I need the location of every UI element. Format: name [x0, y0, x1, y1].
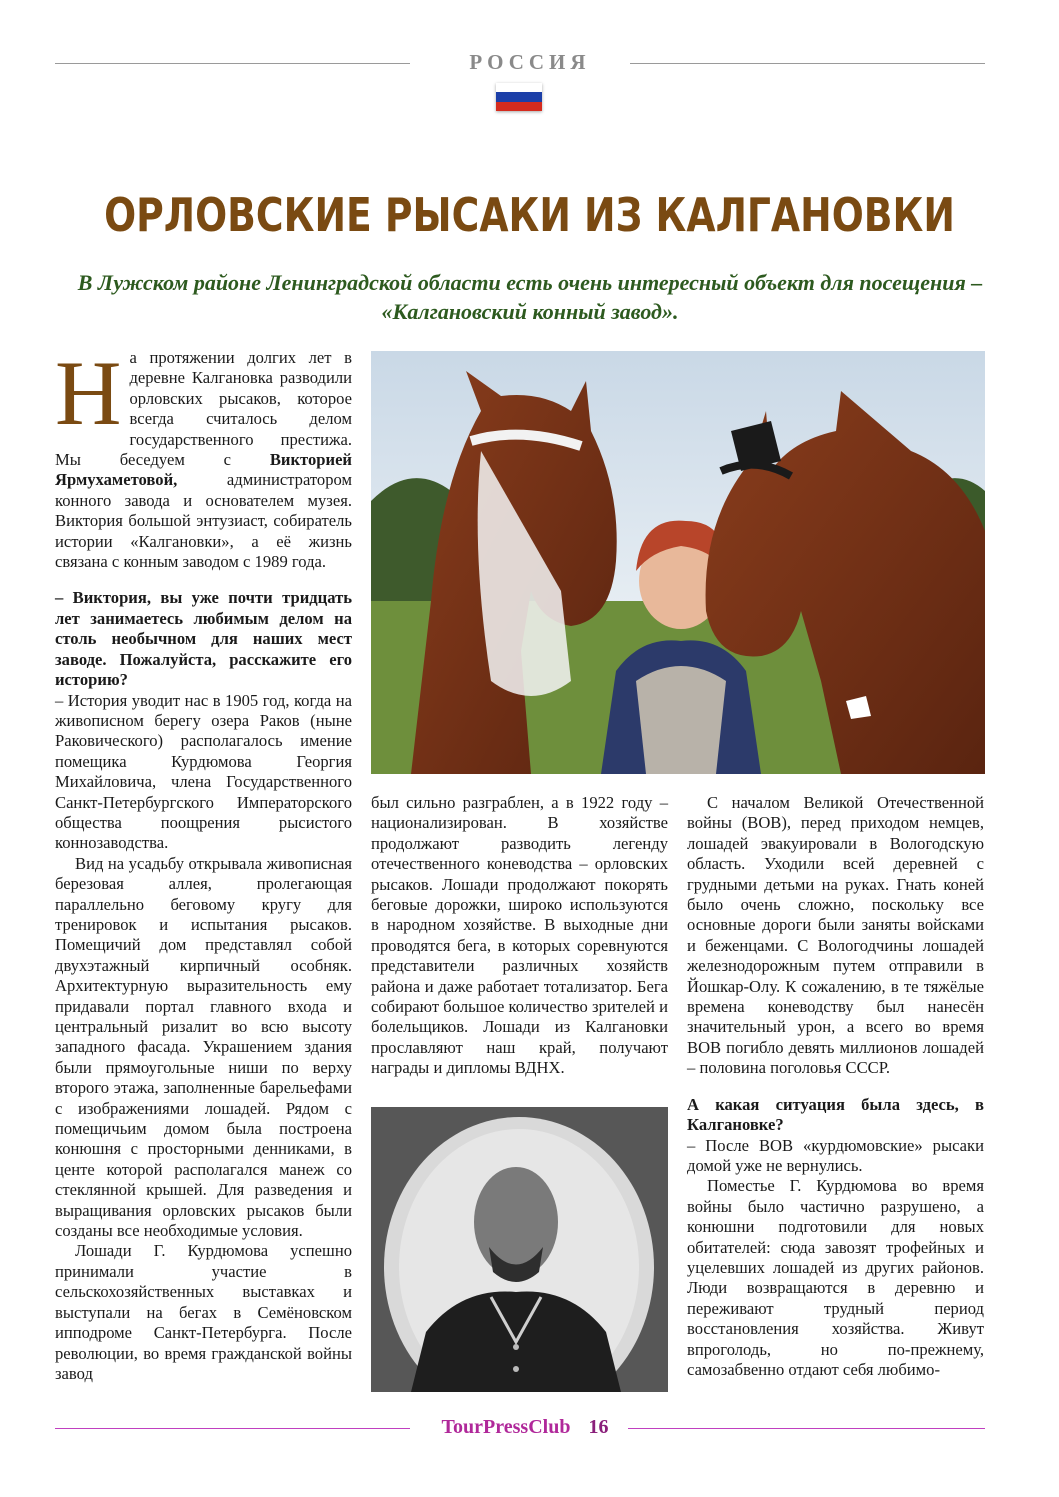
column-3-paragraph-3: Поместье Г. Курдюмова во время войны было частично разрушено, а конюшни подготовили для новых обитателей: сюда завозят трофейных и уцелевших лошадей из других районов. Люди возвращаются в деревню и переживают трудный период восстановления хозяйства. Живут впроголодь, но по-прежнему, самозабвенно отдают себя любимо-: [687, 1176, 984, 1379]
article-title: ОРЛОВСКИЕ РЫСАКИ ИЗ КАЛГАНОВКИ: [104, 188, 955, 242]
flag-stripe-blue: [496, 92, 542, 101]
page-number: 16: [588, 1416, 609, 1438]
intro-text-a: а протяжении долгих лет в деревне Калгановка разводили орловских рысаков, которое всегда считалось делом государственного престижа. Мы беседуем с: [55, 348, 352, 470]
text-column-3: [687, 793, 984, 1380]
article-lead: В Лужском районе Ленинградской области есть очень интересный объект для посещения – «Калгановский конный завод».: [77, 270, 983, 324]
footer: [420, 1416, 630, 1439]
flag-stripe-white: [496, 83, 542, 92]
answer-paragraph-3: Лошади Г. Курдюмова успешно принимали участие в сельскохозяйственных выставках и выступали на бегах в Семёновском ипподроме Санкт-Петербурга. После революции, во время гражданской войны завод: [55, 1241, 352, 1383]
answer-paragraph-1: – История уводит нас в 1905 год, когда на живописном берегу озера Раков (ныне Раковического) располагалось имение помещика Курдюмова Георгия Михайловича, члена Государственного Санкт-Петербургского Императорского общества поощрения рысистого коннозаводства.: [55, 690, 352, 853]
footer-rule-left: [55, 1428, 410, 1429]
photo-historic-portrait: [371, 1107, 668, 1392]
drop-cap: Н: [55, 342, 122, 444]
intro-paragraph: [55, 342, 352, 572]
header-rule-left: [55, 63, 410, 64]
header-rule-right: [630, 63, 985, 64]
column-3-paragraph-1: С началом Великой Отечественной войны (ВОВ), перед приходом немцев, лошадей эвакуировали в Вологодскую область. Уходили всей деревней с грудными детьми на руках. Гнать коней было очень сложно, поскольку все основные дороги были заняты войсками и беженцами. С Вологодчины лошадей железнодорожным путем отправили в Йошкар-Олу. К сожалению, в те тяжёлые времена коневодству был нанесён значительный урон, а всего во время ВОВ погибло девять миллионов лошадей – половина поголовья СССР.: [687, 793, 984, 1078]
footer-rule-right: [628, 1428, 985, 1429]
column-2-paragraph: был сильно разграблен, а в 1922 году – национализирован. В хозяйстве продолжают разводить легенду отечественного коневодства – орловских рысаков. Лошади продолжают покорять беговые дорожки, широко используются в народном хозяйстве. В выходные дни проводятся бега, в которых соревнуются представители различных хозяйств района и даже работает тотализатор. Бега собирают большое количество зрителей и болельщиков. Лошади из Калгановки прославляют наш край, получают награды и дипломы ВДНХ.: [371, 793, 668, 1078]
russian-flag-icon: [496, 83, 542, 111]
section-label: РОССИЯ: [469, 50, 591, 74]
photo-woman-with-horses: [371, 351, 985, 774]
column-3-answer: – После ВОВ «курдюмовские» рысаки домой уже не вернулись.: [687, 1135, 984, 1175]
question-2: А какая ситуация была здесь, в Калгановке?: [687, 1094, 984, 1135]
answer-paragraph-2: Вид на усадьбу открывала живописная березовая аллея, пролегающая параллельно беговому кругу для тренировок и испытания рысаков. Помещичий дом представлял собой двухэтажный кирпичный особняк. Архитектурную выразительность ему придавали портал главного входа и центральный ризалит во всю высоту западного фасада. Украшением здания были прямоугольные ниши по верху второго этажа, заполненные барельефами с изображениями лошадей. Рядом с помещичьим домом была построена конюшня с просторными денниками, в центе которой располагался манеж со стеклянной крышей. Для разведения и выращивания орловских рысаков были созданы все необходимые условия.: [55, 853, 352, 1241]
interviewee-name: Викторией Ярмухаметовой,: [55, 450, 352, 490]
text-column-1: [55, 342, 352, 1384]
intro-text-c: администратором конного завода и основателем музея. Виктория большой энтузиаст, собиратель истории «Калгановки», а её жизнь связана с конным заводом с 1989 года.: [55, 470, 352, 572]
flag-stripe-red: [496, 102, 542, 111]
text-column-2: [371, 793, 668, 1079]
question-1: – Виктория, вы уже почти тридцать лет занимаетесь любимым делом на столь необычном для наших мест заводе. Пожалуйста, расскажите его историю?: [55, 588, 352, 690]
footer-brand: TourPressClub: [441, 1416, 571, 1438]
